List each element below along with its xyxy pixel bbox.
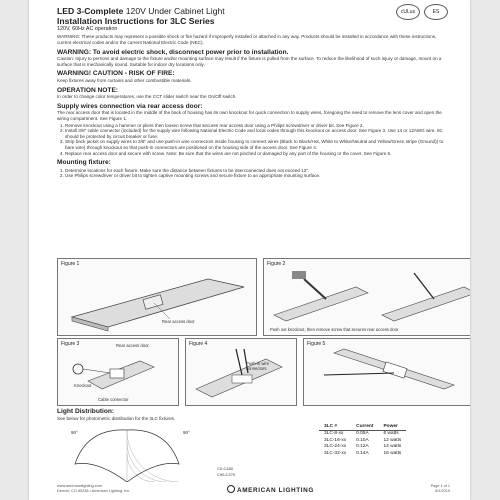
cable-connector-illustration [58, 339, 178, 405]
cul-listing-mark: cULus [396, 4, 420, 20]
figure-3-cable-caption: Cable connector [98, 397, 129, 402]
spec-table-header [319, 424, 406, 431]
figure-5 [303, 338, 470, 406]
knockout-removal-illustration [264, 259, 470, 335]
table-row [319, 431, 406, 438]
spec-cell: 14 watts [383, 444, 402, 450]
operation-note-heading: OPERATION NOTE: [57, 86, 119, 94]
figure-1 [57, 258, 257, 336]
footer-address: Denver, CO 80238 • American Lighting, Inc. [57, 488, 131, 493]
figure-2-label: Figure 2 [267, 261, 286, 267]
figure-3 [57, 338, 179, 406]
warning-2-text: Caution: Injury to persons and damage to the fixture and/or mounting surface may result if the fixture is pulled from the surface. To reduce the likelihood of such injury or damage, mount on a surface that is mechanically sound. Suitable for indoor dry locations only. [57, 56, 442, 67]
figure-2 [263, 258, 470, 336]
figure-3-label: Figure 3 [61, 341, 80, 347]
doc-subtitle: 120V, 60Hz AC operation [57, 26, 118, 32]
table-row [319, 451, 406, 457]
figure-3-door-caption: Rear access door [116, 343, 149, 348]
supply-step: 3. Strip back jacket on supply wires to 3/8" and use push-in wire connectors inside housing to connect wires (Black to Black/Hot, White to White/Neutral and Yellow/Green stripe (Ground)) to bare wire) through knockout so that push-in connectors are positioned on the housing side of the access door. See Figure 4. [65, 139, 450, 150]
supply-heading: Supply wires connection via rear access door: [57, 102, 203, 110]
figure-1-label: Figure 1 [61, 261, 80, 267]
brand-name: AMERICAN LIGHTING [237, 487, 314, 494]
figure-4 [185, 338, 297, 406]
figure-row-bottom [57, 338, 450, 404]
figure-row-top [57, 258, 450, 334]
figure-1-caption: Rear access door [162, 319, 195, 324]
spec-cell: 0.10A [356, 437, 369, 443]
title-rest: 120V Under Cabinet Light [123, 6, 225, 16]
spec-cell: 3LC-8-xx [324, 431, 344, 437]
page-count: Page 1 of 1 [430, 484, 450, 488]
spec-cell: 0.12A [356, 444, 369, 450]
polar-diagram [57, 424, 287, 482]
figure-4-caption: Push-in wire connectors [246, 361, 270, 371]
photometric-polar-chart [57, 424, 287, 482]
mounting-step: 1. Determine locations for each fixture. Make sure the distance between fixtures to be interconnected does not exceed 12". [65, 168, 450, 174]
supply-step: 4. Replace rear access door and secure with screw. Note: Be sure that the wires are not pinched or damaged by any part of the housing or the cover. See Figure 5. [65, 151, 450, 157]
spec-table [319, 424, 406, 457]
page-number [431, 484, 450, 494]
spec-header: Current [351, 424, 378, 431]
brand-logo [227, 485, 314, 494]
figure-2-caption: Push out knockout, then remove screw that secures rear access door [270, 327, 399, 332]
distribution-heading: Light Distribution: [57, 408, 115, 415]
doc-title-2: Installation Instructions for 3LC Series [57, 16, 215, 26]
figure-3-knockout-caption: Knockout [74, 383, 92, 388]
table-row [319, 444, 406, 450]
footer-website: www.americanlighting.com [57, 484, 102, 488]
spec-cell: 3LC-24-xx [324, 444, 347, 450]
polar-label: 90° [183, 430, 190, 435]
spec-cell: 12 watts [383, 437, 402, 443]
door-replaced-illustration [304, 339, 470, 405]
warning-2-heading: WARNING: To avoid electric shock, disconnect power prior to installation. [57, 48, 289, 56]
supply-steps [57, 123, 450, 157]
supply-step: 1. Remove knockout using a hammer or pliers then loosen screw that secures rear access door using a Philips screwdriver or driver bit. See Figure 2. [65, 123, 450, 129]
warning-3-heading: WARNING! CAUTION - RISK OF FIRE: [57, 70, 175, 78]
brand-mark-icon [227, 485, 235, 493]
spec-cell: 6 watts [383, 431, 399, 437]
spec-cell: 0.14A [356, 450, 369, 456]
spec-header: Power [378, 424, 406, 431]
spec-cell: 0.05A [356, 431, 369, 437]
supply-text: The rear access door that is located in the middle of the back of housing has its own knockout for quick connection to supply wires, foregoing the need to remove the lens cover and open the wiring compartment. See Figure 1. [57, 110, 442, 121]
energy-star-mark: ES [424, 4, 448, 20]
mounting-step: 2. Use Philips screwdriver or driver bit to tighten captive mounting screws and secure fixture to an appropriate mounting surface. [65, 173, 450, 179]
spec-header: 3LC # [319, 424, 351, 431]
mounting-heading: Mounting fixture: [57, 159, 111, 167]
operation-note-text: In order to change color temperatures, use the CCT slider switch near the On/Off switch. [57, 94, 237, 100]
figure-5-label: Figure 5 [307, 341, 326, 347]
light-distribution-section [57, 408, 317, 421]
push-in-connector-illustration [186, 339, 296, 405]
warning-3-text: Keep fixtures away from curtains and other combustible materials. [57, 77, 192, 83]
instruction-sheet [29, 0, 470, 500]
supply-step: 2. Install 3/8" cable connector (included) for the supply wire following National Electric Code and local codes through this knockout on access door. See Figure 3. Use 14 or 12AWG wire. 8C should be protected by circuit breaker or fuse. [65, 128, 450, 139]
spec-cell: 16 watts [383, 450, 402, 456]
polar-legend: C90-C270 [217, 472, 236, 477]
polar-legend: C0-C180 [217, 466, 234, 471]
spec-cell: 3LC-32-xx [324, 450, 347, 456]
revision-date: 8/1/2019 [435, 488, 450, 493]
doc-title [57, 6, 450, 16]
figure-4-label: Figure 4 [189, 341, 208, 347]
text-body [57, 6, 450, 179]
mounting-steps [57, 168, 450, 179]
polar-label: 90° [71, 430, 78, 435]
warning-1: WARNING: These products may represent a possible shock or fire hazard if improperly installed or attached in any way. Products should be installed in accordance with these instructions, current electrical codes and/or the current National Electric Code (NEC). [57, 34, 437, 45]
footer-left [57, 484, 130, 494]
fixture-rear-illustration [58, 259, 256, 335]
title-bold: LED 3-Complete [57, 6, 124, 16]
distribution-text: See below for photometric distribution for the 3LC fixtures. [57, 415, 176, 421]
spec-cell: 3LC-16-xx [324, 437, 347, 443]
